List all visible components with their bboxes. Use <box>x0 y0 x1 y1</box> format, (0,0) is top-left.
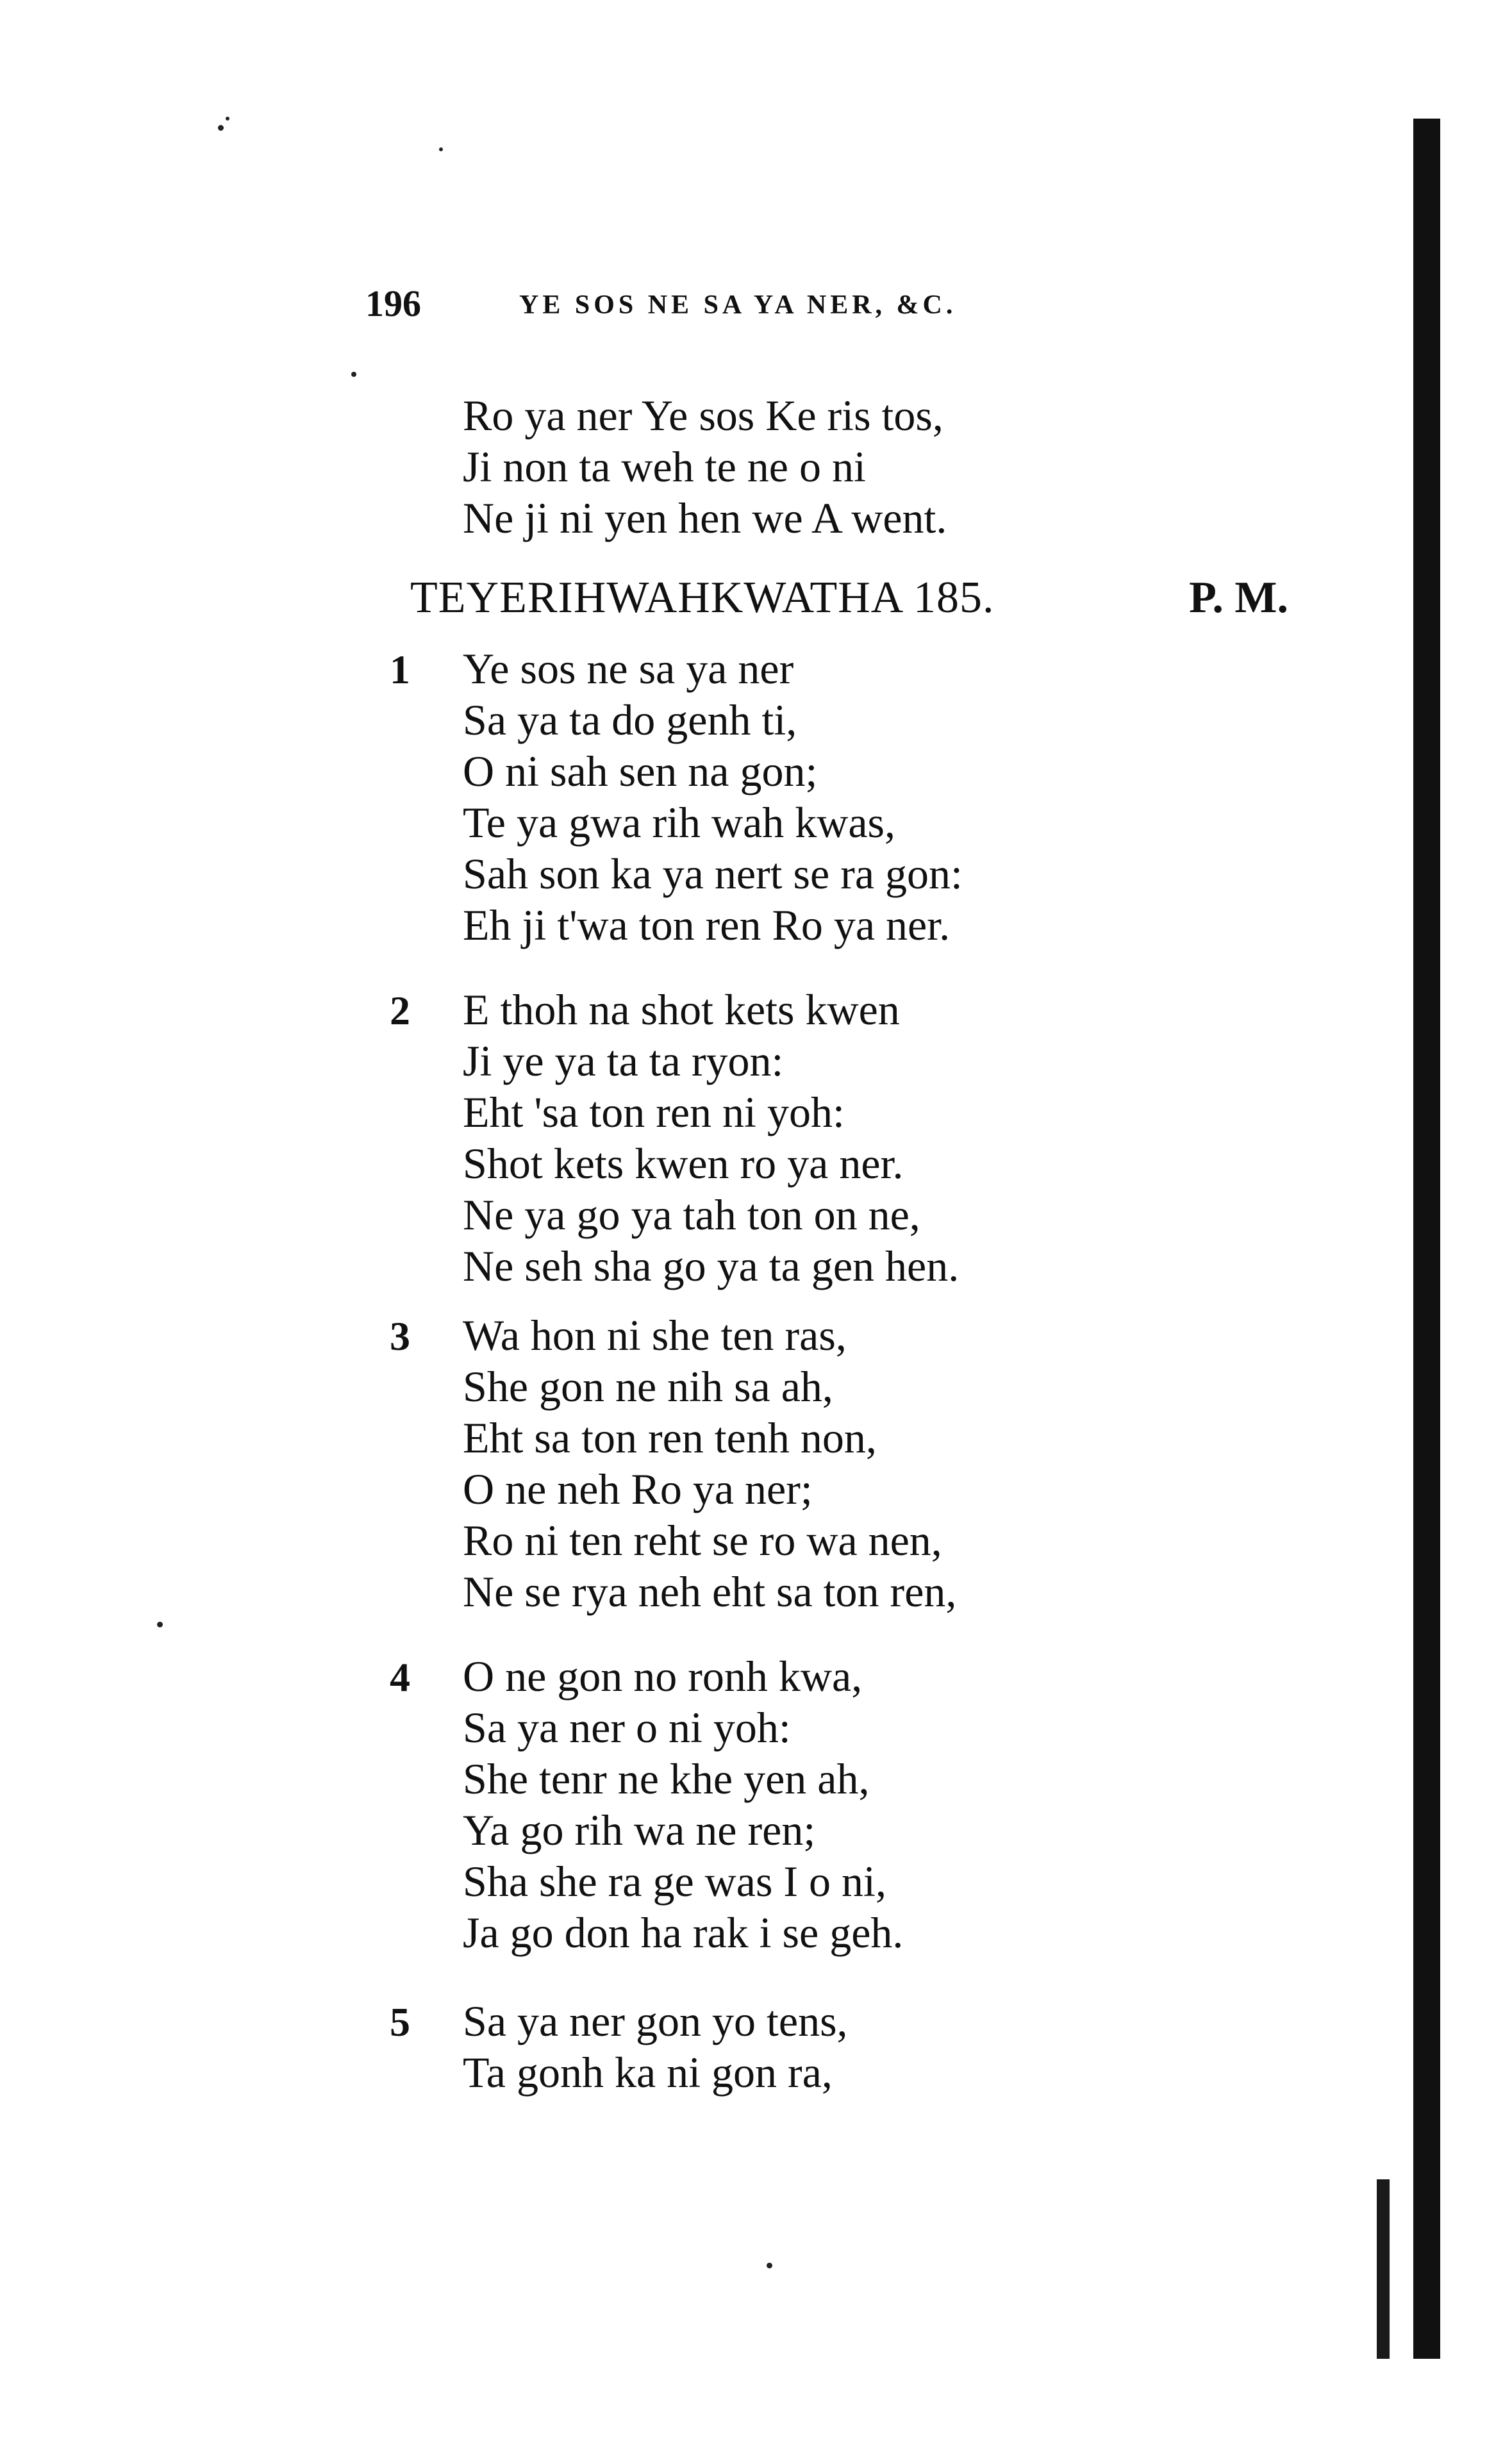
verse-line: O ne neh Ro ya ner; <box>463 1465 813 1513</box>
ink-speck <box>226 117 229 121</box>
intro-line: Ji non ta weh te ne o ni <box>463 442 866 491</box>
page-edge-shadow-lower <box>1377 2179 1390 2359</box>
verse-line: E thoh na shot kets kwen <box>463 985 900 1034</box>
ink-speck <box>767 2263 772 2268</box>
verse-line: Shot kets kwen ro ya ner. <box>463 1139 904 1188</box>
ink-speck <box>157 1622 163 1627</box>
verse-line: Eht 'sa ton ren ni yoh: <box>463 1088 845 1136</box>
running-head: YE SOS NE SA YA NER, &C. <box>519 290 957 320</box>
verse-line: Sah son ka ya nert se ra gon: <box>463 849 963 898</box>
ink-speck <box>218 125 224 131</box>
verse-line: O ne gon no ronh kwa, <box>463 1652 863 1701</box>
verse-line: Ye sos ne sa ya ner <box>463 644 794 693</box>
verse-line: Ji ye ya ta ta ryon: <box>463 1036 784 1085</box>
verse-line: Ne ya go ya tah ton on ne, <box>463 1190 920 1239</box>
verse-line: Wa hon ni she ten ras, <box>463 1311 847 1360</box>
page-header <box>365 282 1134 327</box>
verse-line: Ro ni ten reht se ro wa nen, <box>463 1516 942 1565</box>
verse-line: Sa ya ta do genh ti, <box>463 695 797 744</box>
verse-line: Ne se rya neh eht sa ton ren, <box>463 1567 957 1616</box>
verse-line: Ta gonh ka ni gon ra, <box>463 2048 833 2097</box>
verse-line: Ja go don ha rak i se geh. <box>463 1908 904 1957</box>
hymn-title: TEYERIHWAHKWATHA 185. <box>410 573 995 622</box>
verse-line: Sa ya ner o ni yoh: <box>463 1703 791 1752</box>
verse-line: Eht sa ton ren tenh non, <box>463 1413 877 1462</box>
verse-line: Ne seh sha go ya ta gen hen. <box>463 1242 960 1290</box>
verse-line: Eh ji t'wa ton ren Ro ya ner. <box>463 901 951 949</box>
verse-line: She tenr ne khe yen ah, <box>463 1754 870 1803</box>
verse-line: Ya go rih wa ne ren; <box>463 1806 816 1854</box>
stanza-number: 5 <box>390 1999 410 2045</box>
stanza-number: 1 <box>390 647 410 692</box>
verse-line: Sha she ra ge was I o ni, <box>463 1857 886 1906</box>
stanza-number: 3 <box>390 1313 410 1359</box>
verse-line: She gon ne nih sa ah, <box>463 1362 833 1411</box>
ink-speck <box>439 147 443 151</box>
ink-speck <box>351 372 356 377</box>
intro-line: Ne ji ni yen hen we A went. <box>463 494 947 542</box>
stanza-number: 4 <box>390 1654 410 1700</box>
hymn-meter: P. M. <box>1189 573 1288 622</box>
verse-line: O ni sah sen na gon; <box>463 747 818 795</box>
stanza-number: 2 <box>390 988 410 1033</box>
page-number: 196 <box>365 283 421 324</box>
page-edge-shadow <box>1413 119 1440 2359</box>
intro-line: Ro ya ner Ye sos Ke ris tos, <box>463 391 943 440</box>
verse-line: Te ya gwa rih wah kwas, <box>463 798 896 847</box>
verse-line: Sa ya ner gon yo tens, <box>463 1997 848 2045</box>
